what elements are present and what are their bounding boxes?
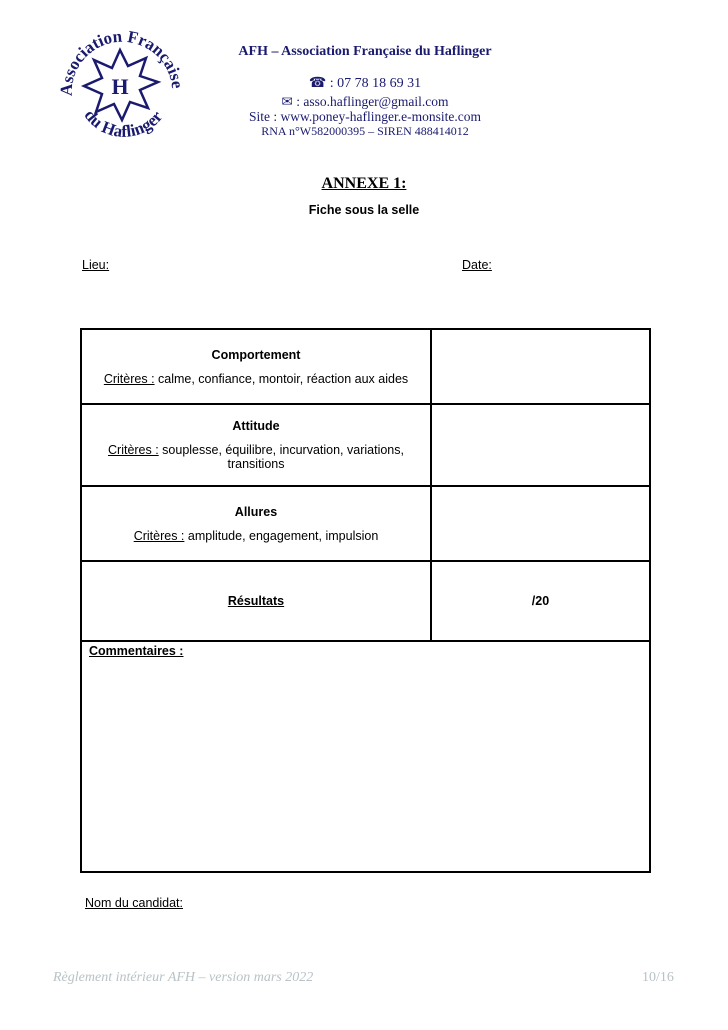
svg-text:H: H <box>111 74 129 99</box>
score-cell[interactable] <box>431 486 650 561</box>
criterion-title: Attitude <box>232 419 280 433</box>
rna-siren: RNA n°W582000395 – SIREN 488414012 <box>261 124 469 138</box>
results-row <box>81 561 650 641</box>
results-score[interactable]: /20 <box>431 561 650 641</box>
afh-logo <box>50 18 190 148</box>
criterion-title: Comportement <box>211 347 301 362</box>
results-label: Résultats <box>81 561 431 641</box>
phone: ☎ : 07 78 18 69 31 <box>308 76 422 91</box>
table-row: Attitude Critères : souplesse, équilibre, incurvation, variations, transitions <box>81 404 650 486</box>
comments-row <box>81 641 650 872</box>
criterion-title: Allures <box>234 504 278 519</box>
website: Site : www.poney-haflinger.e-monsite.com <box>249 109 481 124</box>
subtitle: Fiche sous la selle <box>308 203 420 217</box>
email: ✉ : asso.haflinger@gmail.com <box>281 94 449 109</box>
page-number: 10/16 <box>642 970 674 985</box>
comments-label: Commentaires : <box>89 644 184 658</box>
svg-text:Association Française: Association Française <box>56 26 188 97</box>
association-title: AFH – Association Française du Haflinger <box>238 44 492 59</box>
table-row: Allures Critères : amplitude, engagement, impulsion <box>81 486 650 561</box>
date-label: Date: <box>462 258 492 272</box>
footer-text: Règlement intérieur AFH – version mars 2022 <box>53 970 314 985</box>
svg-text:du Haflinger: du Haflinger <box>80 105 167 141</box>
table-row: Comportement Critères : calme, confiance, montoir, réaction aux aides <box>81 329 650 404</box>
evaluation-table <box>80 328 651 873</box>
annexe-heading: ANNEXE 1: <box>321 175 407 192</box>
lieu-label: Lieu: <box>82 258 110 272</box>
score-cell[interactable] <box>431 404 650 486</box>
score-cell[interactable] <box>431 329 650 404</box>
candidate-label: Nom du candidat: <box>85 896 183 910</box>
